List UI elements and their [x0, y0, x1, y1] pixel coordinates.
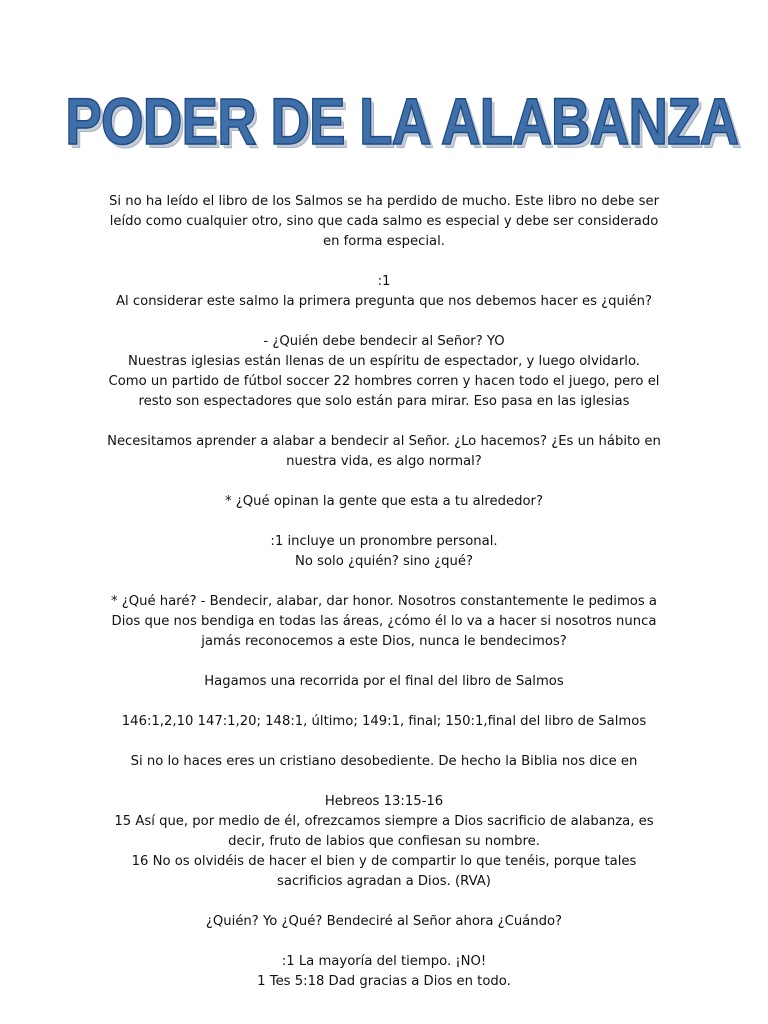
text-line: ¿Quién? Yo ¿Qué? Bendeciré al Señor ahora ¿Cuándo?: [205, 914, 563, 929]
text-line: :1 incluye un pronombre personal.: [270, 534, 498, 549]
paragraph-gap: [96, 472, 672, 492]
text-line: Como un partido de fútbol soccer 22 hombres corren y hacen todo el juego, pero el: [108, 374, 660, 389]
text-line: Al considerar este salmo la primera pregunta que nos debemos hacer es ¿quién?: [116, 294, 652, 309]
page-title: PODER DE LA ALABANZA: [65, 84, 739, 158]
text-line: Nuestras iglesias están llenas de un espíritu de espectador, y luego olvidarlo.: [128, 354, 640, 369]
text-line: :1 La mayoría del tiempo. ¡NO!: [281, 954, 487, 969]
text-line: * ¿Qué haré? - Bendecir, alabar, dar honor. Nosotros constantemente le pedimos a: [110, 594, 658, 609]
paragraph-gap: [96, 772, 672, 792]
paragraph-gap: [96, 692, 672, 712]
text-line: Dios que nos bendiga en todas las áreas, ¿cómo él lo va a hacer si nosotros nunca: [111, 614, 657, 629]
paragraph-gap: [96, 412, 672, 432]
paragraph-gap: [96, 512, 672, 532]
paragraph-gap: [96, 572, 672, 592]
text-line: * ¿Qué opinan la gente que esta a tu alrededor?: [225, 494, 543, 509]
text-line: leído como cualquier otro, sino que cada salmo es especial y debe ser considerado: [109, 214, 659, 229]
text-line: Si no lo haces eres un cristiano desobediente. De hecho la Biblia nos dice en: [130, 754, 638, 769]
text-line: 146:1,2,10 147:1,20; 148:1, último; 149:1, final; 150:1,final del libro de Salmos: [121, 714, 647, 729]
document-body: [96, 192, 672, 992]
paragraph-gap: [96, 932, 672, 952]
paragraph-gap: [96, 732, 672, 752]
paragraph-gap: [96, 252, 672, 272]
text-line: en forma especial.: [322, 234, 445, 249]
paragraph-gap: [96, 652, 672, 672]
text-line: resto son espectadores que solo están para mirar. Eso pasa en las iglesias: [138, 394, 630, 409]
text-line: 15 Así que, por medio de él, ofrezcamos siempre a Dios sacrificio de alabanza, es: [114, 814, 654, 829]
text-line: Hebreos 13:15-16: [324, 794, 444, 809]
text-line: - ¿Quién debe bendecir al Señor? YO: [263, 334, 505, 349]
text-line: jamás reconocemos a este Dios, nunca le bendecimos?: [201, 634, 567, 649]
text-line: sacrificios agradan a Dios. (RVA): [277, 874, 491, 889]
text-line: 16 No os olvidéis de hacer el bien y de compartir lo que tenéis, porque tales: [131, 854, 637, 869]
text-line: No solo ¿quién? sino ¿qué?: [294, 554, 474, 569]
text-line: nuestra vida, es algo normal?: [286, 454, 482, 469]
text-line: Si no ha leído el libro de los Salmos se ha perdido de mucho. Este libro no debe ser: [109, 194, 659, 209]
paragraph-gap: [96, 892, 672, 912]
text-line: decir, fruto de labios que confiesan su nombre.: [228, 834, 540, 849]
paragraph-gap: [96, 312, 672, 332]
text-line: 1 Tes 5:18 Dad gracias a Dios en todo.: [257, 974, 511, 989]
text-line: :1: [377, 274, 391, 289]
text-line: Hagamos una recorrida por el final del libro de Salmos: [204, 674, 564, 689]
text-line: Necesitamos aprender a alabar a bendecir al Señor. ¿Lo hacemos? ¿Es un hábito en: [107, 434, 661, 449]
